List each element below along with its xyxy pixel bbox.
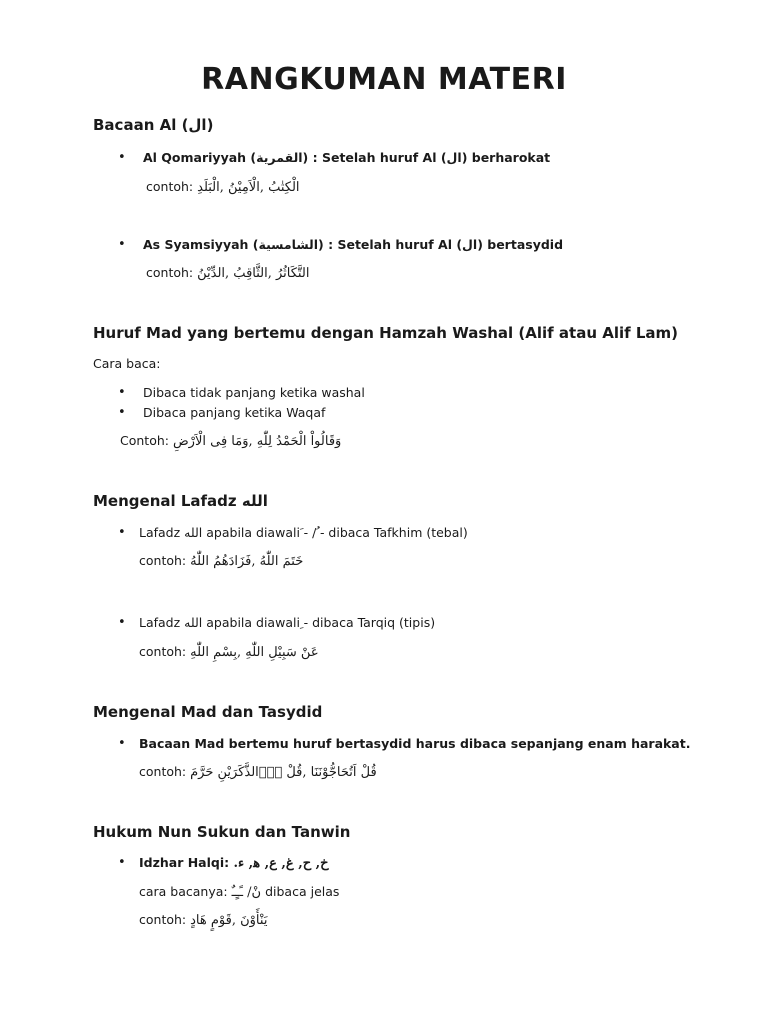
- nun-sukun-example: [139, 912, 267, 928]
- example-label: contoh:: [139, 912, 187, 927]
- bullet-icon: •: [118, 150, 126, 165]
- bullet-icon: •: [118, 736, 126, 751]
- syamsiyyah-example: [146, 265, 309, 281]
- section-heading-nun-sukun: Hukum Nun Sukun dan Tanwin: [93, 823, 351, 841]
- example-arabic: وَقَالُواْ الْحَمْدُ لِلّٰهِ ,وَمَا فِى الْاَرْضِ: [172, 434, 342, 449]
- example-arabic: الْكِتٰبُ ,الْاَمِيْنُ ,الْبَلَدِ: [197, 180, 300, 195]
- list-item: Dibaca tidak panjang ketika washal: [143, 385, 365, 400]
- cara-bacanya-text: dibaca jelas: [265, 884, 340, 899]
- mad-tasydid-text: Bacaan Mad bertemu huruf bertasydid harus dibaca sepanjang enam harakat.: [139, 736, 691, 751]
- mad-tasydid-example: [139, 764, 377, 780]
- example-arabic: خَتَمَ اللّٰهُ ,فَزَادَهُمُ اللّٰهُ: [190, 554, 304, 569]
- bullet-icon: •: [118, 855, 126, 870]
- example-label: contoh:: [139, 553, 187, 568]
- example-label: contoh:: [139, 644, 187, 659]
- example-arabic: عَنْ سَبِيْلِ اللّٰهِ ,بِسْمِ اللّٰهِ: [190, 645, 319, 660]
- idzhar-line: [139, 855, 329, 871]
- example-label: Contoh:: [120, 433, 169, 448]
- bullet-icon: •: [118, 525, 126, 540]
- section-heading-mad-tasydid: Mengenal Mad dan Tasydid: [93, 703, 323, 721]
- section-heading-bacaan-al: Bacaan Al (ال): [93, 116, 214, 134]
- qomariyyah-text: Al Qomariyyah (القمرية) : Setelah huruf Al (ال) berharokat: [143, 150, 551, 165]
- page-title: RANGKUMAN MATERI: [201, 62, 567, 97]
- cara-baca-label: Cara baca:: [93, 356, 161, 371]
- idzhar-label: Idzhar Halqi:: [139, 855, 230, 870]
- bullet-icon: •: [118, 405, 126, 420]
- idzhar-letters: خ, ح, غ, ع, ﻫ, ء.: [233, 856, 329, 871]
- huruf-mad-example: [120, 433, 341, 449]
- cara-bacanya-line: [139, 884, 339, 900]
- example-arabic: قُلْ اَتُحَاجُّوْنَنَا ,قُلْ ءٰۤالذَّكَرَيْنِ حَرَّمَ: [190, 765, 377, 780]
- tarqiq-example: [139, 644, 319, 660]
- example-arabic: التَّكَاثُرُ ,الثَّاقِبُ ,الدِّيْنُ: [197, 266, 310, 281]
- example-label: contoh:: [146, 265, 194, 280]
- qomariyyah-example: [146, 179, 300, 195]
- tafkhim-text: Lafadz الله apabila diawali َ- / ُ- dibaca Tafkhim (tebal): [139, 525, 468, 540]
- section-heading-lafadz: Mengenal Lafadz الله: [93, 492, 268, 510]
- tafkhim-example: [139, 553, 303, 569]
- cara-bacanya-arabic: نْ/ ـًـٍـٌ: [231, 885, 262, 900]
- list-item: Dibaca panjang ketika Waqaf: [143, 405, 326, 420]
- syamsiyyah-text: As Syamsiyyah (الشامسية) : Setelah huruf Al (ال) bertasydid: [143, 237, 564, 252]
- example-label: contoh:: [139, 764, 187, 779]
- bullet-icon: •: [118, 385, 126, 400]
- tarqiq-text: Lafadz الله apabila diawali ِ- dibaca Tarqiq (tipis): [139, 615, 436, 630]
- example-arabic: يَنْأَوْنَ ,قَوْمٍ هَادٍ: [190, 913, 268, 928]
- example-label: contoh:: [146, 179, 194, 194]
- bullet-icon: •: [118, 237, 126, 252]
- cara-bacanya-label: cara bacanya:: [139, 884, 228, 899]
- section-heading-huruf-mad: Huruf Mad yang bertemu dengan Hamzah Washal (Alif atau Alif Lam): [93, 324, 679, 342]
- bullet-icon: •: [118, 615, 126, 630]
